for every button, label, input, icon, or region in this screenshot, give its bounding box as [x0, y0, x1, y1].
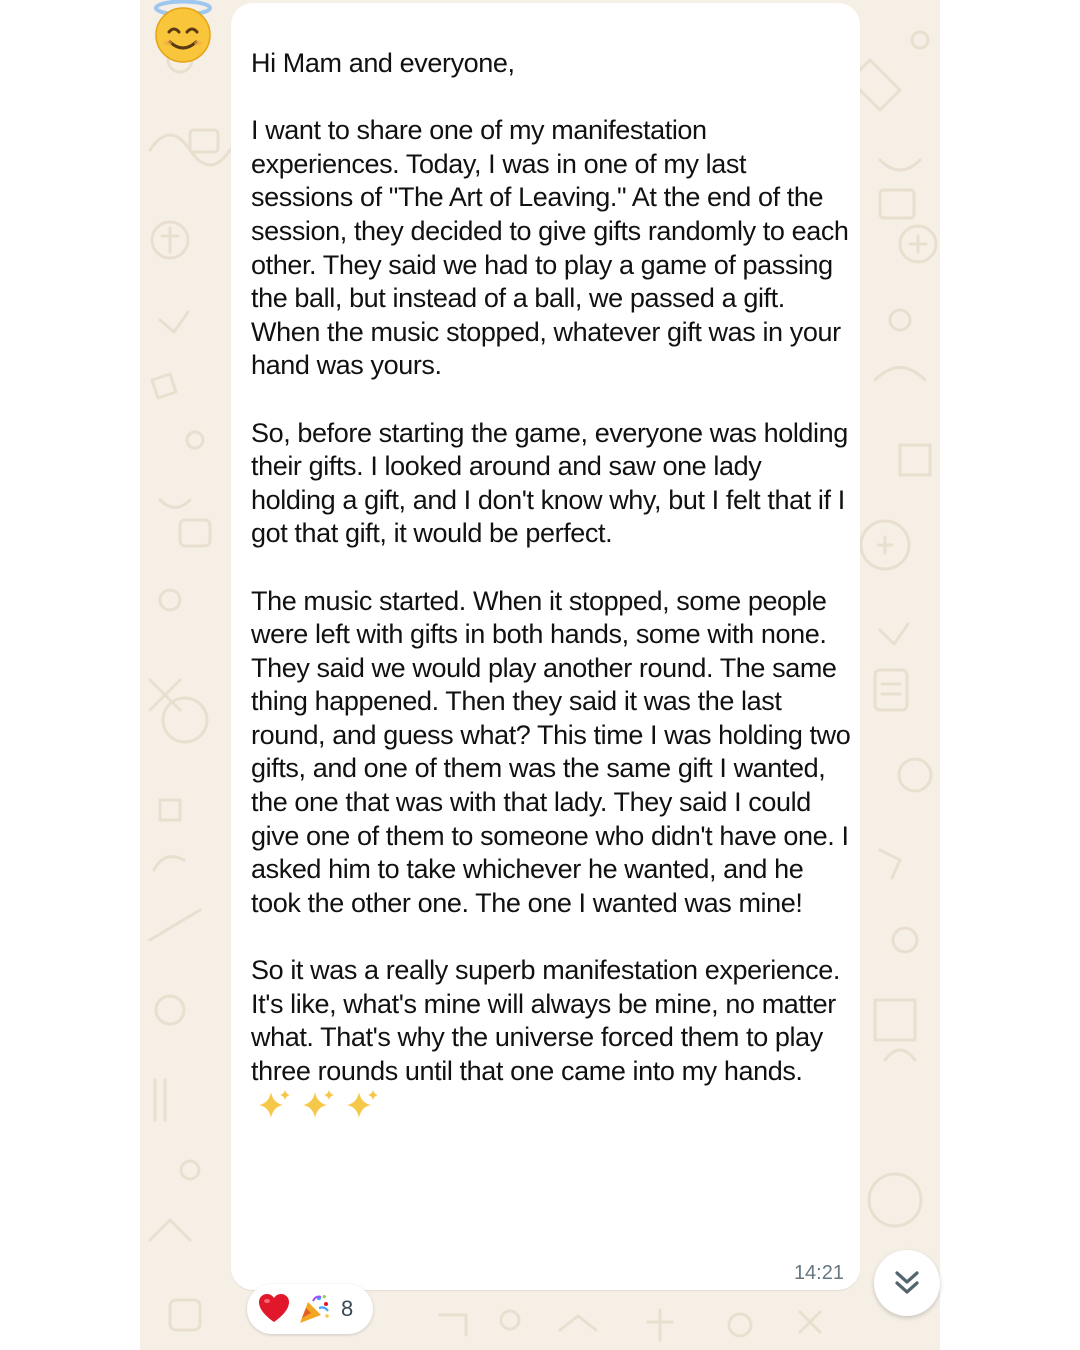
double-chevron-down-icon	[892, 1268, 922, 1298]
message-bubble[interactable]	[231, 3, 860, 1290]
message-timestamp: 14:21	[793, 1262, 844, 1284]
message-text: Hi Mam and everyone, I want to share one of my manifestation experiences. Today, I was in one of my last sessions of "The Art of Leaving." At the end of the session, they decided to give gifts randomly to each other. They said we had to play a game of passing the ball, but instead of a ball, we passed a gift. When the music stopped, whatever gift was in your hand was yours. So, before starting the game, everyone was holding their gifts. I looked around and saw one lady holding a gift, and I don't know why, but I felt that if I got that gift, it would be perfect. The music started. When it stopped, some people were left with gifts in both hands, some with none. They said we would play another round. The same thing happened. Then they said it was the last round, and guess what? This time I was holding two gifts, and one of them was the same gift I wanted, the one that was with that lady. They said I could give one of them to someone who didn't have one. I asked him to take whichever he wanted, and he took the other one. The one I wanted was mine! So it was a really superb manifestation experience. It's like, what's mine will always be mine, no matter what. That's why the universe forced them to play three rounds until that one came into my hands.	[251, 48, 851, 1086]
sparkles-icon	[253, 1088, 381, 1131]
message-text-container	[251, 47, 851, 1131]
smiling-face-with-halo-icon	[152, 0, 216, 64]
scroll-to-bottom-button[interactable]	[874, 1250, 940, 1316]
party-popper-icon	[297, 1292, 331, 1326]
reactions-pill[interactable]	[247, 1284, 373, 1334]
red-heart-icon	[257, 1292, 291, 1326]
reaction-count: 8	[341, 1296, 354, 1321]
sender-avatar[interactable]	[152, 0, 216, 64]
